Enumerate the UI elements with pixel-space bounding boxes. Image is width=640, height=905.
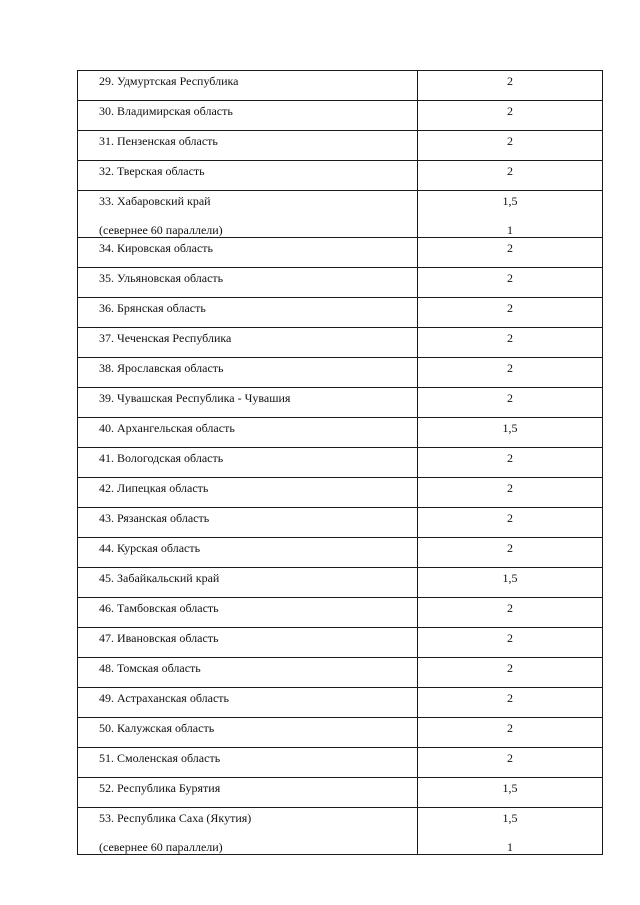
coefficient-value: 2 bbox=[507, 164, 513, 178]
coefficient-cell bbox=[418, 658, 603, 688]
coefficient-note-value: 1 bbox=[507, 840, 513, 854]
region-name-cell bbox=[78, 658, 418, 688]
region-name-cell bbox=[78, 268, 418, 298]
region-name: 29. Удмуртская Республика bbox=[99, 74, 239, 88]
coefficient-value: 2 bbox=[507, 631, 513, 645]
table-row bbox=[78, 568, 603, 598]
coefficient-value: 2 bbox=[507, 391, 513, 405]
coefficient-cell bbox=[418, 131, 603, 161]
region-name-cell bbox=[78, 808, 418, 855]
table-row bbox=[78, 238, 603, 268]
coefficient-cell bbox=[418, 508, 603, 538]
coefficient-value: 1,5 bbox=[502, 421, 518, 435]
region-name: 37. Чеченская Республика bbox=[99, 331, 232, 345]
region-name: 46. Тамбовская область bbox=[99, 601, 219, 615]
coefficient-cell bbox=[418, 808, 603, 855]
region-name-cell bbox=[78, 328, 418, 358]
coefficient-value: 1,5 bbox=[502, 194, 518, 208]
region-name-cell bbox=[78, 418, 418, 448]
region-name: 30. Владимирская область bbox=[99, 104, 233, 118]
region-name-cell bbox=[78, 358, 418, 388]
coefficient-value: 1,5 bbox=[502, 571, 518, 585]
region-name: 38. Ярославская область bbox=[99, 361, 224, 375]
table-row bbox=[78, 628, 603, 658]
table-row bbox=[78, 418, 603, 448]
region-name-cell bbox=[78, 478, 418, 508]
coefficient-cell bbox=[418, 328, 603, 358]
region-name-cell bbox=[78, 238, 418, 268]
region-name-cell bbox=[78, 71, 418, 101]
coefficient-value: 2 bbox=[507, 601, 513, 615]
coefficient-value: 2 bbox=[507, 511, 513, 525]
coefficient-cell bbox=[418, 358, 603, 388]
region-name-cell bbox=[78, 508, 418, 538]
table-row bbox=[78, 658, 603, 688]
region-name-cell bbox=[78, 131, 418, 161]
region-name-cell bbox=[78, 568, 418, 598]
table-row bbox=[78, 808, 603, 855]
table-row bbox=[78, 328, 603, 358]
coefficient-value: 2 bbox=[507, 751, 513, 765]
region-note: (севернее 60 параллели) bbox=[99, 840, 223, 854]
coefficient-cell bbox=[418, 538, 603, 568]
region-name-cell bbox=[78, 688, 418, 718]
coefficient-value: 2 bbox=[507, 481, 513, 495]
table-row bbox=[78, 358, 603, 388]
table-row bbox=[78, 268, 603, 298]
coefficient-cell bbox=[418, 718, 603, 748]
coefficient-value: 2 bbox=[507, 451, 513, 465]
region-name: 47. Ивановская область bbox=[99, 631, 219, 645]
region-name: 51. Смоленская область bbox=[99, 751, 221, 765]
table-row bbox=[78, 748, 603, 778]
coefficient-cell bbox=[418, 191, 603, 238]
coefficient-cell bbox=[418, 778, 603, 808]
table-row bbox=[78, 478, 603, 508]
region-name: 48. Томская область bbox=[99, 661, 201, 675]
table-row bbox=[78, 71, 603, 101]
region-name: 50. Калужская область bbox=[99, 721, 215, 735]
coefficient-cell bbox=[418, 161, 603, 191]
coefficient-value: 2 bbox=[507, 301, 513, 315]
table-row bbox=[78, 448, 603, 478]
coefficient-value: 1,5 bbox=[502, 781, 518, 795]
coefficient-cell bbox=[418, 598, 603, 628]
coefficient-value: 2 bbox=[507, 331, 513, 345]
region-name: 34. Кировская область bbox=[99, 241, 214, 255]
region-name: 39. Чувашская Республика - Чувашия bbox=[99, 391, 291, 405]
coefficient-cell bbox=[418, 268, 603, 298]
table-row bbox=[78, 388, 603, 418]
region-name: 40. Архангельская область bbox=[99, 421, 235, 435]
table-row bbox=[78, 508, 603, 538]
coefficient-cell bbox=[418, 71, 603, 101]
table-row bbox=[78, 191, 603, 238]
coefficient-cell bbox=[418, 101, 603, 131]
table-row bbox=[78, 298, 603, 328]
region-name: 52. Республика Бурятия bbox=[99, 781, 221, 795]
table-row bbox=[78, 161, 603, 191]
coefficient-value: 2 bbox=[507, 241, 513, 255]
region-name-cell bbox=[78, 718, 418, 748]
region-name-cell bbox=[78, 298, 418, 328]
region-name: 43. Рязанская область bbox=[99, 511, 210, 525]
coefficient-cell bbox=[418, 688, 603, 718]
regions-table bbox=[77, 70, 603, 855]
coefficient-cell bbox=[418, 568, 603, 598]
table-row bbox=[78, 101, 603, 131]
table-row bbox=[78, 598, 603, 628]
coefficient-cell bbox=[418, 478, 603, 508]
table-row bbox=[78, 131, 603, 161]
coefficient-value: 2 bbox=[507, 361, 513, 375]
region-name-cell bbox=[78, 191, 418, 238]
coefficient-note-value: 1 bbox=[507, 223, 513, 237]
coefficient-cell bbox=[418, 388, 603, 418]
coefficient-value: 2 bbox=[507, 104, 513, 118]
region-name-cell bbox=[78, 538, 418, 568]
region-name: 36. Брянская область bbox=[99, 301, 206, 315]
coefficient-cell bbox=[418, 298, 603, 328]
region-name: 45. Забайкальский край bbox=[99, 571, 220, 585]
coefficient-value: 2 bbox=[507, 271, 513, 285]
table-row bbox=[78, 538, 603, 568]
coefficient-cell bbox=[418, 418, 603, 448]
coefficient-cell bbox=[418, 748, 603, 778]
region-name: 31. Пензенская область bbox=[99, 134, 218, 148]
region-name: 53. Республика Саха (Якутия) bbox=[99, 811, 252, 825]
coefficient-cell bbox=[418, 628, 603, 658]
region-name: 49. Астраханская область bbox=[99, 691, 229, 705]
table-row bbox=[78, 718, 603, 748]
region-name: 32. Тверская область bbox=[99, 164, 205, 178]
region-name-cell bbox=[78, 778, 418, 808]
coefficient-value: 2 bbox=[507, 691, 513, 705]
coefficient-value: 1,5 bbox=[502, 811, 518, 825]
region-name-cell bbox=[78, 101, 418, 131]
coefficient-value: 2 bbox=[507, 74, 513, 88]
region-name: 44. Курская область bbox=[99, 541, 201, 555]
coefficient-cell bbox=[418, 448, 603, 478]
coefficient-value: 2 bbox=[507, 661, 513, 675]
coefficient-value: 2 bbox=[507, 721, 513, 735]
region-name-cell bbox=[78, 748, 418, 778]
region-name-cell bbox=[78, 388, 418, 418]
coefficient-value: 2 bbox=[507, 134, 513, 148]
region-name-cell bbox=[78, 628, 418, 658]
region-name: 42. Липецкая область bbox=[99, 481, 209, 495]
region-name: 35. Ульяновская область bbox=[99, 271, 224, 285]
region-name-cell bbox=[78, 598, 418, 628]
coefficient-cell bbox=[418, 238, 603, 268]
region-note: (севернее 60 параллели) bbox=[99, 223, 223, 237]
table-row bbox=[78, 688, 603, 718]
table-row bbox=[78, 778, 603, 808]
coefficient-value: 2 bbox=[507, 541, 513, 555]
region-name-cell bbox=[78, 161, 418, 191]
region-name: 41. Вологодская область bbox=[99, 451, 224, 465]
region-name: 33. Хабаровский край bbox=[99, 194, 211, 208]
regions-table-body bbox=[78, 71, 603, 855]
region-name-cell bbox=[78, 448, 418, 478]
